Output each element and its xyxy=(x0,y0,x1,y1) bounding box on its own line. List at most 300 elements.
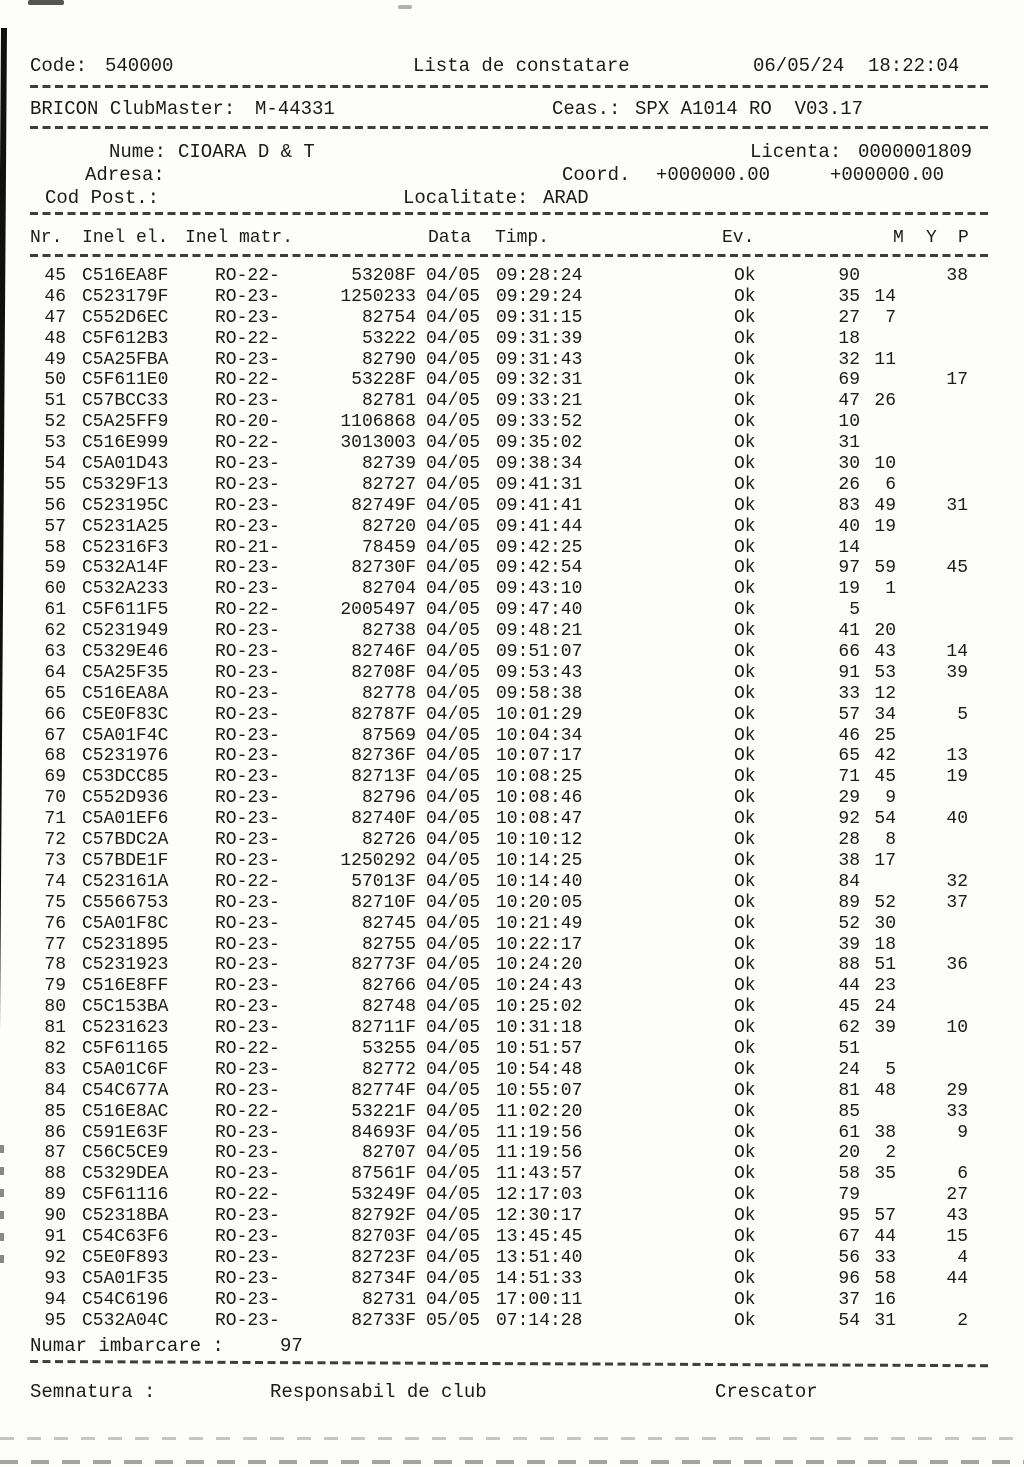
cell-y: 12 xyxy=(874,683,896,704)
cell-date: 04/05 xyxy=(426,934,481,955)
cell-time: 09:41:31 xyxy=(496,474,583,495)
cell-ring-prefix: RO-23- xyxy=(215,349,280,370)
cell-event: Ok xyxy=(734,579,756,600)
cell-m: 79 xyxy=(838,1185,860,1206)
cell-time: 10:14:40 xyxy=(496,871,583,892)
table-row xyxy=(30,329,994,350)
header-line-1 xyxy=(30,55,994,77)
cell-ring-prefix: RO-23- xyxy=(215,892,280,913)
cell-ring-electronic: C5231976 xyxy=(82,746,169,767)
header-line-2 xyxy=(30,98,994,120)
cell-ring-electronic: C516E999 xyxy=(82,433,169,454)
cell-event: Ok xyxy=(734,704,756,725)
cell-y: 5 xyxy=(885,1059,896,1080)
table-row xyxy=(30,308,994,329)
cell-ring-electronic: C54C6196 xyxy=(82,1289,169,1310)
cell-time: 09:35:02 xyxy=(496,433,583,454)
cell-nr: 63 xyxy=(44,642,66,663)
cell-time: 09:29:24 xyxy=(496,286,583,307)
cell-p xyxy=(896,1290,968,1311)
cell-event: Ok xyxy=(734,391,756,412)
cell-nr: 46 xyxy=(44,286,66,307)
cell-nr: 78 xyxy=(44,955,66,976)
cell-y: 52 xyxy=(874,892,896,913)
cell-time: 09:33:52 xyxy=(496,412,583,433)
cell-nr: 71 xyxy=(44,809,66,830)
cell-ring-prefix: RO-22- xyxy=(215,1101,280,1122)
cell-m: 39 xyxy=(838,934,860,955)
cell-nr: 73 xyxy=(44,850,66,871)
cell-ring-electronic: C5A25FF9 xyxy=(82,412,169,433)
cell-y: 30 xyxy=(874,913,896,934)
cell-y: 6 xyxy=(885,474,896,495)
separator xyxy=(30,254,990,257)
cell-ring-prefix: RO-22- xyxy=(215,600,280,621)
cell-p: 10 xyxy=(946,1018,968,1039)
cell-ring-prefix: RO-23- xyxy=(215,683,280,704)
cell-event: Ok xyxy=(734,1289,756,1310)
cell-y xyxy=(860,412,896,433)
cell-nr: 86 xyxy=(44,1122,66,1143)
locality-value: ARAD xyxy=(543,187,589,209)
cell-ring-electronic: C5231949 xyxy=(82,621,169,642)
cell-p xyxy=(896,1039,968,1060)
cell-ring-electronic: C5A01D43 xyxy=(82,454,169,475)
cell-time: 10:14:25 xyxy=(496,850,583,871)
cell-ring-prefix: RO-23- xyxy=(215,642,280,663)
cell-y: 35 xyxy=(874,1164,896,1185)
cell-p: 2 xyxy=(957,1310,968,1331)
table-row xyxy=(30,788,994,809)
cell-nr: 72 xyxy=(44,830,66,851)
cell-ring-prefix: RO-23- xyxy=(215,307,280,328)
cell-m: 65 xyxy=(838,746,860,767)
clock-value: SPX A1014 RO V03.17 xyxy=(635,98,864,120)
cell-m: 61 xyxy=(838,1122,860,1143)
cell-ring-prefix: RO-23- xyxy=(215,495,280,516)
cell-ring-electronic: C54C63F6 xyxy=(82,1226,169,1247)
cell-ring-electronic: C5F612B3 xyxy=(82,328,169,349)
cell-time: 09:41:41 xyxy=(496,495,583,516)
cell-nr: 75 xyxy=(44,892,66,913)
cell-ring-electronic: C5A01EF6 xyxy=(82,809,169,830)
cell-ring-prefix: RO-22- xyxy=(215,370,280,391)
cell-event: Ok xyxy=(734,454,756,475)
table-row xyxy=(30,1081,994,1102)
cell-m: 84 xyxy=(838,871,860,892)
cell-ring-number: 82792F xyxy=(351,1206,416,1227)
cell-ring-prefix: RO-23- xyxy=(215,516,280,537)
cell-date: 04/05 xyxy=(426,767,481,788)
cell-p xyxy=(896,621,968,642)
cell-y: 44 xyxy=(874,1226,896,1247)
cell-p: 19 xyxy=(946,767,968,788)
cell-ring-electronic: C5A25FBA xyxy=(82,349,169,370)
cell-ring-electronic: C516EA8F xyxy=(82,266,169,286)
cell-ring-prefix: RO-23- xyxy=(215,1206,280,1227)
cell-ring-number: 87569 xyxy=(361,725,416,746)
cell-ring-prefix: RO-23- xyxy=(215,474,280,495)
cell-p xyxy=(896,830,968,851)
cell-time: 09:42:25 xyxy=(496,537,583,558)
boarding-line xyxy=(30,1335,994,1357)
cell-time: 14:51:33 xyxy=(496,1268,583,1289)
cell-m: 97 xyxy=(838,558,860,579)
table-row xyxy=(30,830,994,851)
separator xyxy=(30,85,990,88)
cell-time: 09:31:15 xyxy=(496,307,583,328)
cell-m: 40 xyxy=(838,516,860,537)
cell-ring-prefix: RO-23- xyxy=(215,934,280,955)
cell-p: 9 xyxy=(957,1122,968,1143)
cell-time: 09:41:44 xyxy=(496,516,583,537)
cell-event: Ok xyxy=(734,1101,756,1122)
cell-date: 05/05 xyxy=(426,1310,481,1331)
table-row xyxy=(30,266,994,287)
cell-time: 11:19:56 xyxy=(496,1122,583,1143)
cell-p: 32 xyxy=(946,871,968,892)
cell-m: 92 xyxy=(838,809,860,830)
cell-ring-electronic: C56C5CE9 xyxy=(82,1143,169,1164)
table-row xyxy=(30,705,994,726)
cell-date: 04/05 xyxy=(426,809,481,830)
cell-m: 14 xyxy=(838,537,860,558)
cell-time: 10:20:05 xyxy=(496,892,583,913)
cell-ring-number: 82754 xyxy=(361,307,416,328)
cell-event: Ok xyxy=(734,1059,756,1080)
cell-time: 10:55:07 xyxy=(496,1080,583,1101)
cell-date: 04/05 xyxy=(426,1059,481,1080)
table-row xyxy=(30,1290,994,1311)
boarding-count: 97 xyxy=(280,1335,303,1357)
cell-event: Ok xyxy=(734,1038,756,1059)
cell-time: 09:28:24 xyxy=(496,266,583,286)
cell-m: 69 xyxy=(838,370,860,391)
cell-time: 10:08:47 xyxy=(496,809,583,830)
cell-p xyxy=(896,287,968,308)
table-row xyxy=(30,1248,994,1269)
cell-p xyxy=(896,600,968,621)
cell-ring-prefix: RO-23- xyxy=(215,286,280,307)
cell-ring-electronic: C5231895 xyxy=(82,934,169,955)
cell-time: 09:47:40 xyxy=(496,600,583,621)
cell-ring-electronic: C5A01F8C xyxy=(82,913,169,934)
cell-ring-number: 82746F xyxy=(351,642,416,663)
cell-nr: 69 xyxy=(44,767,66,788)
cell-date: 04/05 xyxy=(426,516,481,537)
cell-ring-electronic: C57BDE1F xyxy=(82,850,169,871)
cell-date: 04/05 xyxy=(426,871,481,892)
cell-ring-number: 82766 xyxy=(361,976,416,997)
cell-ring-number: 82726 xyxy=(361,830,416,851)
cell-date: 04/05 xyxy=(426,307,481,328)
cell-y: 25 xyxy=(874,725,896,746)
cell-date: 04/05 xyxy=(426,704,481,725)
cell-date: 04/05 xyxy=(426,1268,481,1289)
cell-event: Ok xyxy=(734,725,756,746)
cell-nr: 68 xyxy=(44,746,66,767)
cell-y: 1 xyxy=(885,579,896,600)
device-label: BRICON ClubMaster: xyxy=(30,98,236,120)
cell-p xyxy=(896,1143,968,1164)
cell-y xyxy=(860,1039,896,1060)
column-header-inel-matr: Inel matr. xyxy=(185,228,294,248)
table-row xyxy=(30,1269,994,1290)
cell-time: 13:51:40 xyxy=(496,1247,583,1268)
table-row xyxy=(30,558,994,579)
cell-nr: 51 xyxy=(44,391,66,412)
cell-nr: 48 xyxy=(44,328,66,349)
cell-date: 04/05 xyxy=(426,600,481,621)
cell-p xyxy=(896,935,968,956)
cell-y: 7 xyxy=(885,307,896,328)
cell-ring-electronic: C523195C xyxy=(82,495,169,516)
cell-time: 10:08:25 xyxy=(496,767,583,788)
cell-ring-number: 82723F xyxy=(351,1247,416,1268)
cell-ring-electronic: C5329F13 xyxy=(82,474,169,495)
cell-ring-electronic: C532A14F xyxy=(82,558,169,579)
cell-ring-electronic: C54C677A xyxy=(82,1080,169,1101)
table-row xyxy=(30,872,994,893)
scan-speck xyxy=(28,0,64,5)
cell-ring-number: 1250292 xyxy=(340,850,416,871)
cell-event: Ok xyxy=(734,474,756,495)
cell-p xyxy=(896,350,968,371)
scan-speck xyxy=(398,5,412,9)
cell-ring-prefix: RO-23- xyxy=(215,1226,280,1247)
cell-p: 44 xyxy=(946,1268,968,1289)
table-row xyxy=(30,1206,994,1227)
cell-p: 15 xyxy=(946,1226,968,1247)
cell-nr: 54 xyxy=(44,454,66,475)
cell-date: 04/05 xyxy=(426,1226,481,1247)
cell-m: 26 xyxy=(838,474,860,495)
table-row xyxy=(30,370,994,391)
cell-m: 57 xyxy=(838,704,860,725)
cell-ring-electronic: C552D6EC xyxy=(82,307,169,328)
cell-ring-number: 1106868 xyxy=(340,412,416,433)
table-row xyxy=(30,1227,994,1248)
cell-date: 04/05 xyxy=(426,892,481,913)
table-column-header xyxy=(30,227,994,249)
cell-event: Ok xyxy=(734,871,756,892)
table-row xyxy=(30,350,994,371)
cell-p xyxy=(896,454,968,475)
cell-event: Ok xyxy=(734,266,756,286)
cell-event: Ok xyxy=(734,600,756,621)
cell-ring-number: 82748 xyxy=(361,997,416,1018)
cell-ring-number: 82720 xyxy=(361,516,416,537)
table-row xyxy=(30,767,994,788)
cell-ring-prefix: RO-23- xyxy=(215,704,280,725)
cell-date: 04/05 xyxy=(426,349,481,370)
cell-ring-prefix: RO-23- xyxy=(215,1080,280,1101)
cell-ring-number: 82755 xyxy=(361,934,416,955)
cell-ring-number: 82707 xyxy=(361,1143,416,1164)
column-header-ev: Ev. xyxy=(722,228,755,248)
cell-ring-prefix: RO-23- xyxy=(215,1268,280,1289)
cell-date: 04/05 xyxy=(426,850,481,871)
cell-event: Ok xyxy=(734,767,756,788)
cell-p xyxy=(896,788,968,809)
cell-date: 04/05 xyxy=(426,1206,481,1227)
cell-ring-electronic: C5F61116 xyxy=(82,1185,169,1206)
cell-date: 04/05 xyxy=(426,266,481,286)
cell-date: 04/05 xyxy=(426,1185,481,1206)
table-row xyxy=(30,851,994,872)
cell-ring-electronic: C516E8FF xyxy=(82,976,169,997)
cell-ring-electronic: C5231A25 xyxy=(82,516,169,537)
table-row xyxy=(30,1185,994,1206)
cell-nr: 67 xyxy=(44,725,66,746)
cell-ring-electronic: C57BDC2A xyxy=(82,830,169,851)
cell-date: 04/05 xyxy=(426,537,481,558)
signature-label: Semnatura : xyxy=(30,1381,156,1403)
cell-nr: 65 xyxy=(44,683,66,704)
cell-ring-number: 82740F xyxy=(351,809,416,830)
cell-nr: 64 xyxy=(44,662,66,683)
cell-event: Ok xyxy=(734,1226,756,1247)
device-value: M-44331 xyxy=(255,98,335,120)
cell-event: Ok xyxy=(734,997,756,1018)
cell-ring-number: 82774F xyxy=(351,1080,416,1101)
cell-event: Ok xyxy=(734,1247,756,1268)
cell-event: Ok xyxy=(734,683,756,704)
cell-date: 04/05 xyxy=(426,621,481,642)
cell-ring-number: 53255 xyxy=(361,1038,416,1059)
cell-time: 10:22:17 xyxy=(496,934,583,955)
cell-m: 95 xyxy=(838,1206,860,1227)
cell-ring-prefix: RO-23- xyxy=(215,1143,280,1164)
cell-p: 13 xyxy=(946,746,968,767)
cell-ring-number: 82727 xyxy=(361,474,416,495)
cell-p xyxy=(896,391,968,412)
cell-ring-prefix: RO-22- xyxy=(215,1038,280,1059)
cell-date: 04/05 xyxy=(426,1143,481,1164)
cell-ring-prefix: RO-23- xyxy=(215,1310,280,1331)
cell-date: 04/05 xyxy=(426,495,481,516)
cell-p: 36 xyxy=(946,955,968,976)
cell-y: 43 xyxy=(874,642,896,663)
cell-m: 45 xyxy=(838,997,860,1018)
scan-noise-bottom xyxy=(0,1460,1024,1464)
cell-y: 20 xyxy=(874,621,896,642)
cell-date: 04/05 xyxy=(426,642,481,663)
cell-time: 10:24:20 xyxy=(496,955,583,976)
table-row xyxy=(30,997,994,1018)
table-row xyxy=(30,600,994,621)
cell-event: Ok xyxy=(734,809,756,830)
cell-y: 42 xyxy=(874,746,896,767)
cell-m: 18 xyxy=(838,328,860,349)
cell-ring-electronic: C5A25F35 xyxy=(82,662,169,683)
cell-ring-number: 82713F xyxy=(351,767,416,788)
cell-ring-electronic: C57BCC33 xyxy=(82,391,169,412)
cell-event: Ok xyxy=(734,621,756,642)
cell-y: 11 xyxy=(874,349,896,370)
cell-m: 51 xyxy=(838,1038,860,1059)
cell-nr: 77 xyxy=(44,934,66,955)
table-row xyxy=(30,621,994,642)
cell-m: 88 xyxy=(838,955,860,976)
table-row xyxy=(30,663,994,684)
cell-date: 04/05 xyxy=(426,433,481,454)
cell-ring-electronic: C516EA8A xyxy=(82,683,169,704)
cell-p xyxy=(896,997,968,1018)
table-row xyxy=(30,454,994,475)
separator xyxy=(30,126,990,129)
cell-ring-prefix: RO-23- xyxy=(215,725,280,746)
cell-ring-prefix: RO-23- xyxy=(215,1059,280,1080)
cell-m: 24 xyxy=(838,1059,860,1080)
cell-ring-prefix: RO-23- xyxy=(215,767,280,788)
cell-time: 09:58:38 xyxy=(496,683,583,704)
cell-nr: 95 xyxy=(44,1310,66,1331)
cell-nr: 53 xyxy=(44,433,66,454)
table-row xyxy=(30,642,994,663)
cell-ring-number: 2005497 xyxy=(340,600,416,621)
cell-ring-electronic: C5231923 xyxy=(82,955,169,976)
cell-p xyxy=(896,726,968,747)
cell-y xyxy=(860,872,896,893)
cell-ring-number: 82739 xyxy=(361,454,416,475)
cell-event: Ok xyxy=(734,516,756,537)
cell-m: 28 xyxy=(838,830,860,851)
cell-ring-number: 82745 xyxy=(361,913,416,934)
cell-y xyxy=(860,600,896,621)
cell-time: 09:51:07 xyxy=(496,642,583,663)
address-label: Adresa: xyxy=(85,164,165,186)
cell-ring-number: 82711F xyxy=(351,1018,416,1039)
cell-nr: 59 xyxy=(44,558,66,579)
cell-m: 44 xyxy=(838,976,860,997)
cell-y: 2 xyxy=(885,1143,896,1164)
cell-event: Ok xyxy=(734,746,756,767)
cell-ring-prefix: RO-23- xyxy=(215,997,280,1018)
report-title: Lista de constatare xyxy=(413,55,630,77)
cell-y xyxy=(860,1185,896,1206)
cell-ring-number: 87561F xyxy=(351,1164,416,1185)
cell-m: 38 xyxy=(838,850,860,871)
cell-ring-number: 78459 xyxy=(361,537,416,558)
cell-y xyxy=(860,370,896,391)
cell-y: 39 xyxy=(874,1018,896,1039)
cell-date: 04/05 xyxy=(426,412,481,433)
cell-y: 33 xyxy=(874,1247,896,1268)
table-row xyxy=(30,579,994,600)
scan-noise-bottom xyxy=(0,1437,1024,1440)
cell-y: 31 xyxy=(874,1310,896,1331)
cell-p: 43 xyxy=(946,1206,968,1227)
cell-time: 10:25:02 xyxy=(496,997,583,1018)
cell-nr: 55 xyxy=(44,474,66,495)
column-header-nr: Nr. xyxy=(30,228,63,248)
code-value: 540000 xyxy=(105,55,174,77)
cell-date: 04/05 xyxy=(426,976,481,997)
cell-y: 19 xyxy=(874,516,896,537)
cell-nr: 88 xyxy=(44,1164,66,1185)
cell-date: 04/05 xyxy=(426,579,481,600)
cell-m: 41 xyxy=(838,621,860,642)
cell-nr: 76 xyxy=(44,913,66,934)
cell-date: 04/05 xyxy=(426,558,481,579)
cell-event: Ok xyxy=(734,1164,756,1185)
cell-event: Ok xyxy=(734,1268,756,1289)
cell-p xyxy=(896,475,968,496)
cell-m: 46 xyxy=(838,725,860,746)
cell-nr: 82 xyxy=(44,1038,66,1059)
table-row xyxy=(30,1102,994,1123)
